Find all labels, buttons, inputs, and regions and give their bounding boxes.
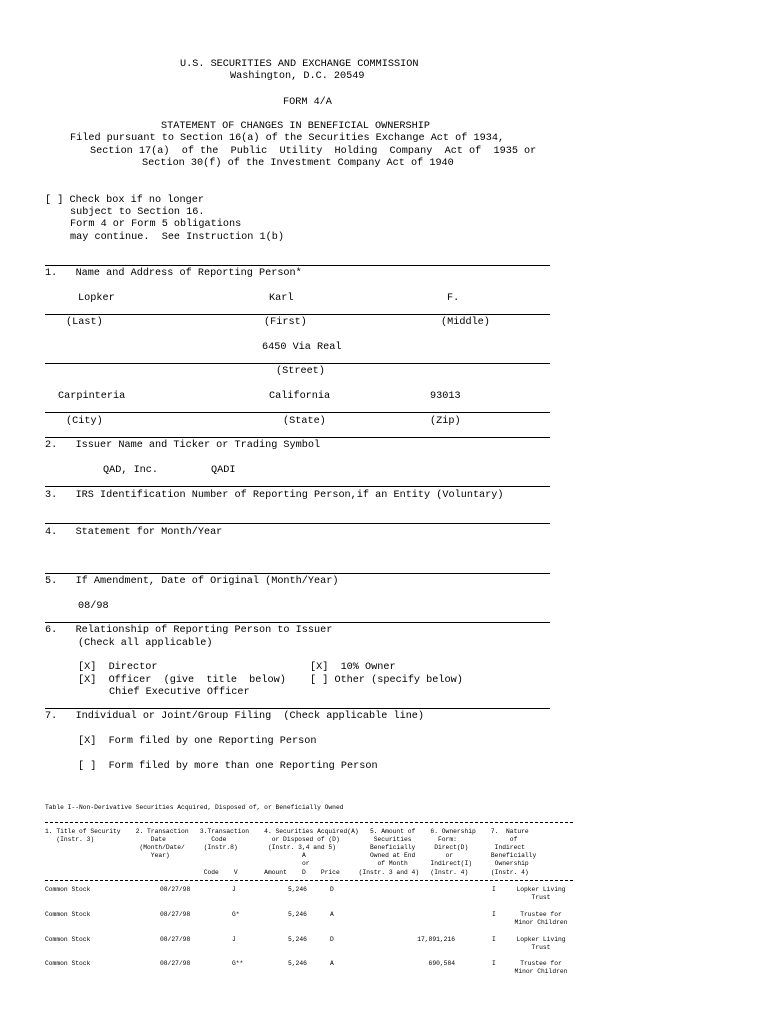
security-title-cell: Common Stock <box>45 886 91 893</box>
ticker-symbol[interactable]: QADI <box>211 465 236 476</box>
section16-checkbox[interactable]: [ ] Check box if no longer <box>45 195 204 206</box>
reporting-person-last-name[interactable]: Lopker <box>78 293 115 304</box>
first-label: (First) <box>264 317 307 328</box>
item2-heading: 2. Issuer Name and Ticker or Trading Symbol <box>45 440 321 451</box>
amendment-date[interactable]: 08/98 <box>78 601 109 612</box>
item7-heading: 7. Individual or Joint/Group Filing (Check applicable line) <box>45 711 425 722</box>
transaction-date-cell: 08/27/98 <box>160 936 191 943</box>
divider <box>45 708 550 709</box>
acquired-disposed-cell: A <box>330 911 334 918</box>
table1-header-line-1: 1. Title of Security 2. Transaction 3.Transaction 4. Securities Acquired(A) 5. Amount of 6. Ownership 7. Nature <box>45 828 529 835</box>
ownership-form-cell: I <box>492 936 496 943</box>
amount-cell: 5,246 <box>288 936 307 943</box>
nature-ownership-cell: Trustee for <box>520 911 562 918</box>
table-divider <box>45 880 573 881</box>
transaction-code-cell: G* <box>232 911 240 918</box>
item5-heading: 5. If Amendment, Date of Original (Month/Year) <box>45 576 339 587</box>
divider <box>45 412 550 413</box>
amount-cell: 5,246 <box>288 911 307 918</box>
divider <box>45 437 550 438</box>
nature-ownership-cell-line-2: Minor Children <box>514 968 568 975</box>
director-checkbox[interactable]: [X] Director <box>78 662 158 673</box>
transaction-code-cell: J <box>232 886 236 893</box>
transaction-date-cell: 08/27/98 <box>160 960 191 967</box>
amount-cell: 5,246 <box>288 886 307 893</box>
divider <box>45 363 550 364</box>
state[interactable]: California <box>269 391 331 402</box>
officer-checkbox[interactable]: [X] Officer (give title below) <box>78 675 286 686</box>
nature-ownership-cell: Trustee for <box>520 960 562 967</box>
divider <box>45 314 550 315</box>
divider <box>45 265 550 266</box>
divider <box>45 486 550 487</box>
table1-header-line-3: (Month/Date/ (Instr.8) (Instr. 3,4 and 5) Beneficially Direct(D) Indirect <box>45 844 525 851</box>
divider <box>45 523 550 524</box>
table1-header-line-4: Year) A Owned at End or Beneficially <box>45 852 537 859</box>
officer-title[interactable]: Chief Executive Officer <box>109 687 250 698</box>
reporting-person-middle-name[interactable]: F. <box>447 293 460 304</box>
street-label: (Street) <box>276 366 325 377</box>
table1-header-line-6: Code V Amount D Price (Instr. 3 and 4) (Instr. 4) (Instr. 4) <box>45 869 529 876</box>
ownership-form-cell: I <box>492 911 496 918</box>
transaction-date-cell: 08/27/98 <box>160 886 191 893</box>
ownership-form-cell: I <box>492 886 496 893</box>
amount-owned-cell: 690,584 <box>428 960 455 967</box>
item6-subheading: (Check all applicable) <box>78 638 213 649</box>
table1-header-line-5: or of Month Indirect(I) Ownership <box>45 860 529 867</box>
filed-pursuant-line-2: Section 17(a) of the Public Utility Holding Company Act of 1935 or <box>90 146 537 157</box>
city[interactable]: Carpinteria <box>58 391 126 402</box>
security-title-cell: Common Stock <box>45 911 91 918</box>
filed-pursuant-line-1: Filed pursuant to Section 16(a) of the Securities Exchange Act of 1934, <box>70 133 505 144</box>
acquired-disposed-cell: D <box>330 886 334 893</box>
form-title: STATEMENT OF CHANGES IN BENEFICIAL OWNERSHIP <box>161 121 430 132</box>
other-checkbox[interactable]: [ ] Other (specify below) <box>310 675 463 686</box>
nature-ownership-cell-line-2: Minor Children <box>514 919 568 926</box>
filed-pursuant-line-3: Section 30(f) of the Investment Company Act of 1940 <box>142 158 454 169</box>
amount-owned-cell: 17,891,216 <box>417 936 455 943</box>
multiple-reporting-persons-option[interactable]: [ ] Form filed by more than one Reporting Person <box>78 761 378 772</box>
checkbox-notice-line-2: subject to Section 16. <box>70 207 205 218</box>
security-title-cell: Common Stock <box>45 936 91 943</box>
ten-percent-owner-checkbox[interactable]: [X] 10% Owner <box>310 662 396 673</box>
acquired-disposed-cell: D <box>330 936 334 943</box>
ownership-form-cell: I <box>492 960 496 967</box>
item3-heading: 3. IRS Identification Number of Reporting Person,if an Entity (Voluntary) <box>45 490 504 501</box>
item6-heading: 6. Relationship of Reporting Person to Issuer <box>45 625 333 636</box>
nature-ownership-cell: Lopker Living <box>516 936 566 943</box>
zip-code[interactable]: 93013 <box>430 391 461 402</box>
city-label: (City) <box>66 416 103 427</box>
amount-cell: 5,246 <box>288 960 307 967</box>
agency-location: Washington, D.C. 20549 <box>230 71 365 82</box>
nature-ownership-cell-line-2: Trust <box>531 944 551 951</box>
checkbox-notice-line-3: Form 4 or Form 5 obligations <box>70 219 242 230</box>
form-number: FORM 4/A <box>283 97 332 108</box>
checkbox-notice-line-4: may continue. See Instruction 1(b) <box>70 232 284 243</box>
divider <box>45 573 550 574</box>
street-address[interactable]: 6450 Via Real <box>262 342 342 353</box>
security-title-cell: Common Stock <box>45 960 91 967</box>
item1-heading: 1. Name and Address of Reporting Person* <box>45 268 302 279</box>
acquired-disposed-cell: A <box>330 960 334 967</box>
last-label: (Last) <box>66 317 103 328</box>
nature-ownership-cell: Lopker Living <box>516 886 566 893</box>
divider <box>45 622 550 623</box>
zip-label: (Zip) <box>430 416 461 427</box>
agency-name: U.S. SECURITIES AND EXCHANGE COMMISSION <box>180 59 419 70</box>
middle-label: (Middle) <box>441 317 490 328</box>
item4-heading: 4. Statement for Month/Year <box>45 527 223 538</box>
transaction-code-cell: J <box>232 936 236 943</box>
transaction-date-cell: 08/27/98 <box>160 911 191 918</box>
transaction-code-cell: G** <box>232 960 244 967</box>
one-reporting-person-option[interactable]: [X] Form filed by one Reporting Person <box>78 736 317 747</box>
nature-ownership-cell-line-2: Trust <box>531 894 551 901</box>
reporting-person-first-name[interactable]: Karl <box>269 293 294 304</box>
table1-header-line-2: (Instr. 3) Date Code or Disposed of (D) Securities Form: of <box>45 836 518 843</box>
table1-caption: Table I--Non-Derivative Securities Acquired, Disposed of, or Beneficially Owned <box>45 804 344 811</box>
state-label: (State) <box>283 416 326 427</box>
table-divider <box>45 822 573 823</box>
issuer-name[interactable]: QAD, Inc. <box>103 465 159 476</box>
